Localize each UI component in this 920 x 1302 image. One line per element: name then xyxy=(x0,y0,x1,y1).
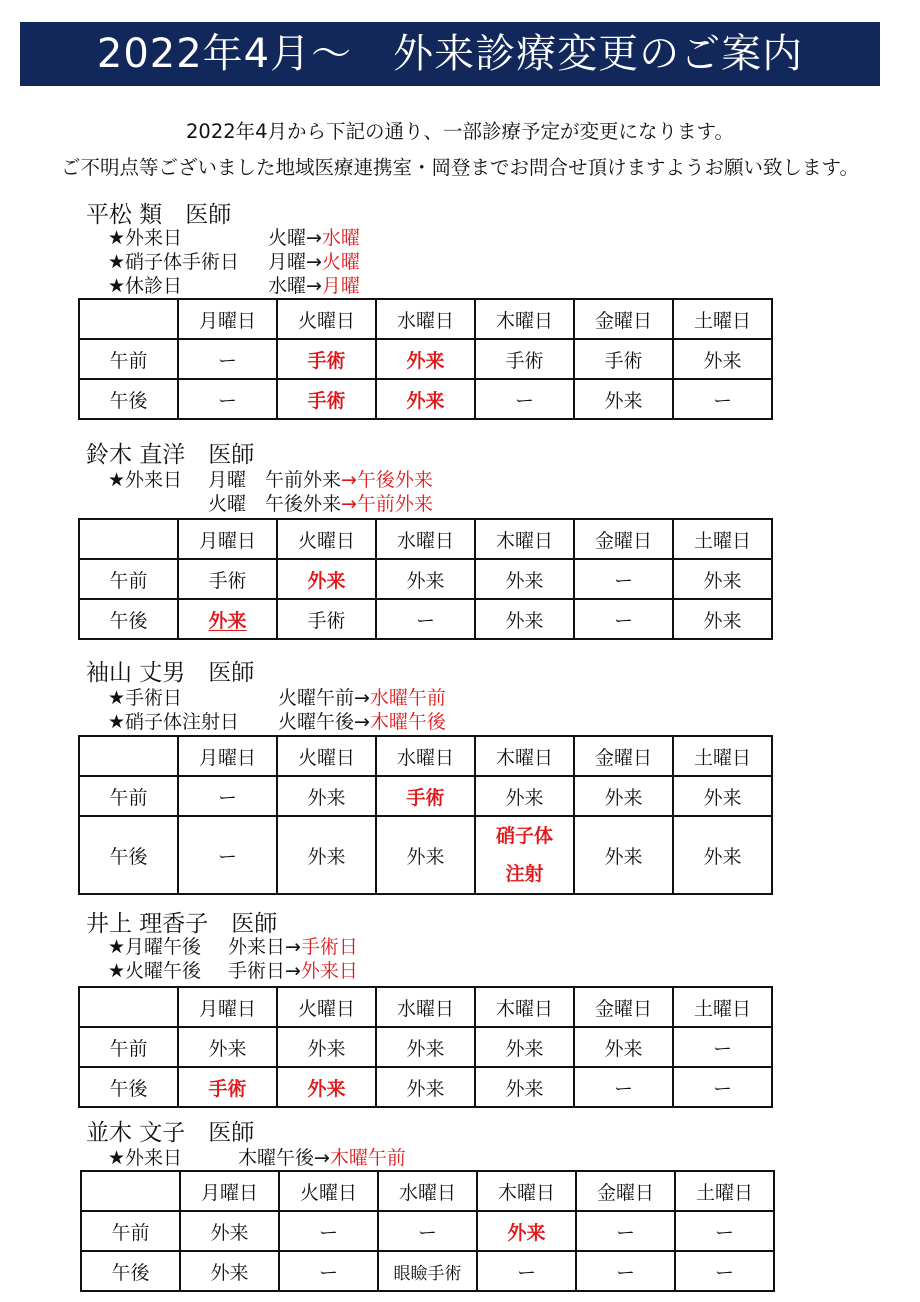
period-label: 午前 xyxy=(79,559,178,599)
table-row xyxy=(79,559,772,599)
day-header: 土曜日 xyxy=(673,736,772,776)
doctor-name: 平松 類 医師 xyxy=(86,202,232,228)
change-note xyxy=(108,710,446,734)
change-note-to: 外来日 xyxy=(300,960,358,982)
schedule-cell: 外来 xyxy=(574,816,673,894)
day-header: 金曜日 xyxy=(576,1171,675,1211)
schedule-table xyxy=(78,298,773,420)
schedule-cell: ー xyxy=(675,1211,774,1251)
doctor-name: 袖山 丈男 医師 xyxy=(86,660,255,686)
period-label: 午前 xyxy=(81,1211,180,1251)
schedule-cell: 外来 xyxy=(376,1067,475,1107)
change-note-label: ★硝子体手術日 xyxy=(108,251,240,273)
period-label: 午後 xyxy=(79,599,178,639)
day-header: 木曜日 xyxy=(475,736,574,776)
schedule-cell: 外来 xyxy=(477,1211,576,1251)
day-header: 水曜日 xyxy=(376,299,475,339)
schedule-cell: 手術 xyxy=(178,559,277,599)
schedule-cell: 外来 xyxy=(574,1027,673,1067)
schedule-table xyxy=(80,1170,775,1292)
schedule-cell: 外来 xyxy=(475,1027,574,1067)
day-header: 木曜日 xyxy=(475,519,574,559)
schedule-cell: 外来 xyxy=(574,776,673,816)
change-note-from: 火曜→ xyxy=(268,227,322,249)
change-note-label: ★外来日 xyxy=(108,227,183,249)
day-header: 土曜日 xyxy=(673,987,772,1027)
schedule-cell: 外来 xyxy=(673,559,772,599)
table-row xyxy=(79,339,772,379)
schedule-cell: 手術 xyxy=(277,339,376,379)
change-note-to: 手術日 xyxy=(300,936,358,958)
schedule-cell: ー xyxy=(279,1211,378,1251)
day-header: 月曜日 xyxy=(180,1171,279,1211)
schedule-cell: 眼瞼手術 xyxy=(378,1251,477,1291)
day-header: 火曜日 xyxy=(277,736,376,776)
change-note-to: 木曜午前 xyxy=(329,1147,406,1169)
day-header: 土曜日 xyxy=(673,299,772,339)
schedule-cell: ー xyxy=(574,599,673,639)
change-note-from: 木曜午後→ xyxy=(238,1147,330,1169)
schedule-cell: 外来 xyxy=(475,1067,574,1107)
schedule-cell: 外来 xyxy=(673,776,772,816)
schedule-cell: 外来 xyxy=(376,816,475,894)
schedule-cell: 硝子体 注射 xyxy=(475,816,574,894)
schedule-cell: 手術 xyxy=(475,339,574,379)
table-corner-cell xyxy=(79,987,178,1027)
schedule-cell: ー xyxy=(376,599,475,639)
day-header: 土曜日 xyxy=(675,1171,774,1211)
change-note xyxy=(108,468,433,492)
schedule-cell: 外来 xyxy=(178,599,277,639)
schedule-cell: 外来 xyxy=(376,339,475,379)
change-note-to: →午後外来 xyxy=(341,469,433,491)
change-note-to: 水曜 xyxy=(321,227,360,249)
table-header-row xyxy=(79,299,772,339)
day-header: 火曜日 xyxy=(277,519,376,559)
table-row xyxy=(79,816,772,894)
schedule-table xyxy=(78,518,773,640)
day-header: 木曜日 xyxy=(475,987,574,1027)
schedule-cell: ー xyxy=(378,1211,477,1251)
table-row xyxy=(81,1211,774,1251)
day-header: 水曜日 xyxy=(378,1171,477,1211)
change-note-to: 火曜 xyxy=(321,251,360,273)
schedule-cell: 外来 xyxy=(180,1251,279,1291)
schedule-cell: ー xyxy=(279,1251,378,1291)
day-header: 水曜日 xyxy=(376,736,475,776)
table-corner-cell xyxy=(81,1171,180,1211)
table-row xyxy=(79,379,772,419)
schedule-cell: ー xyxy=(178,379,277,419)
change-note-to: →午前外来 xyxy=(341,493,433,515)
period-label: 午後 xyxy=(81,1251,180,1291)
doctor-name: 井上 理香子 医師 xyxy=(86,911,278,937)
schedule-cell: ー xyxy=(178,339,277,379)
change-note-from: 水曜→ xyxy=(268,275,322,297)
day-header: 金曜日 xyxy=(574,519,673,559)
day-header: 金曜日 xyxy=(574,987,673,1027)
schedule-cell: 外来 xyxy=(673,339,772,379)
table-header-row xyxy=(79,987,772,1027)
change-note-from: 火曜午後→ xyxy=(278,711,370,733)
change-note-to: 水曜午前 xyxy=(369,687,446,709)
schedule-cell: 外来 xyxy=(475,599,574,639)
table-row xyxy=(79,776,772,816)
schedule-table xyxy=(78,986,773,1108)
doctor-name: 並木 文子 医師 xyxy=(86,1120,255,1146)
day-header: 火曜日 xyxy=(277,299,376,339)
schedule-cell: ー xyxy=(673,379,772,419)
schedule-cell: 外来 xyxy=(475,776,574,816)
day-header: 水曜日 xyxy=(376,519,475,559)
doctor-name: 鈴木 直洋 医師 xyxy=(86,442,255,468)
change-note-from: 手術日→ xyxy=(228,960,301,982)
schedule-cell: 手術 xyxy=(574,339,673,379)
table-header-row xyxy=(79,519,772,559)
table-row xyxy=(79,1027,772,1067)
period-label: 午前 xyxy=(79,339,178,379)
schedule-cell: ー xyxy=(477,1251,576,1291)
schedule-cell: ー xyxy=(673,1027,772,1067)
change-note-from: 外来日→ xyxy=(228,936,301,958)
table-row xyxy=(81,1251,774,1291)
day-header: 火曜日 xyxy=(279,1171,378,1211)
table-row xyxy=(79,599,772,639)
day-header: 月曜日 xyxy=(178,519,277,559)
schedule-cell: ー xyxy=(475,379,574,419)
change-note-from: 火曜 午後外来 xyxy=(208,493,342,515)
schedule-cell: 外来 xyxy=(180,1211,279,1251)
schedule-cell: 手術 xyxy=(277,379,376,419)
change-note xyxy=(108,250,360,274)
table-corner-cell xyxy=(79,299,178,339)
day-header: 月曜日 xyxy=(178,736,277,776)
change-note-label: ★硝子体注射日 xyxy=(108,711,240,733)
change-note-from: 火曜午前→ xyxy=(278,687,370,709)
schedule-cell: 外来 xyxy=(376,559,475,599)
period-label: 午後 xyxy=(79,816,178,894)
change-note xyxy=(108,492,433,516)
page-title: 2022年4月～ 外来診療変更のご案内 xyxy=(20,22,880,86)
day-header: 月曜日 xyxy=(178,987,277,1027)
period-label: 午後 xyxy=(79,1067,178,1107)
change-note xyxy=(108,935,358,959)
change-note xyxy=(108,686,446,710)
table-corner-cell xyxy=(79,736,178,776)
intro-line-2: ご不明点等ございました地域医療連携室・岡登までお問合せ頂けますようお願い致します。 xyxy=(61,156,859,179)
change-note xyxy=(108,274,360,298)
change-note-from: 月曜→ xyxy=(268,251,322,273)
schedule-cell: ー xyxy=(574,559,673,599)
change-note-label: ★火曜午後 xyxy=(108,960,202,982)
schedule-table xyxy=(78,735,773,895)
schedule-cell: 外来 xyxy=(574,379,673,419)
schedule-cell: 外来 xyxy=(277,559,376,599)
table-header-row xyxy=(81,1171,774,1211)
schedule-cell: ー xyxy=(178,816,277,894)
schedule-cell: 外来 xyxy=(673,599,772,639)
schedule-cell: ー xyxy=(673,1067,772,1107)
schedule-cell: ー xyxy=(178,776,277,816)
day-header: 火曜日 xyxy=(277,987,376,1027)
schedule-cell: 外来 xyxy=(277,776,376,816)
table-corner-cell xyxy=(79,519,178,559)
period-label: 午前 xyxy=(79,776,178,816)
day-header: 木曜日 xyxy=(475,299,574,339)
table-row xyxy=(79,1067,772,1107)
schedule-cell: ー xyxy=(576,1251,675,1291)
period-label: 午前 xyxy=(79,1027,178,1067)
schedule-cell: 手術 xyxy=(277,599,376,639)
table-header-row xyxy=(79,736,772,776)
schedule-cell: 外来 xyxy=(178,1027,277,1067)
schedule-cell: 外来 xyxy=(277,1027,376,1067)
schedule-cell: 手術 xyxy=(376,776,475,816)
day-header: 土曜日 xyxy=(673,519,772,559)
change-note-to: 木曜午後 xyxy=(369,711,446,733)
change-note-label: ★休診日 xyxy=(108,275,183,297)
change-note xyxy=(108,1146,406,1170)
day-header: 木曜日 xyxy=(477,1171,576,1211)
change-note-label: ★月曜午後 xyxy=(108,936,202,958)
change-note-from: 月曜 午前外来 xyxy=(208,469,342,491)
schedule-cell: 外来 xyxy=(277,816,376,894)
day-header: 金曜日 xyxy=(574,299,673,339)
day-header: 水曜日 xyxy=(376,987,475,1027)
schedule-cell: 外来 xyxy=(673,816,772,894)
period-label: 午後 xyxy=(79,379,178,419)
schedule-cell: ー xyxy=(576,1211,675,1251)
change-note-to: 月曜 xyxy=(321,275,360,297)
schedule-cell: ー xyxy=(574,1067,673,1107)
change-note-label: ★手術日 xyxy=(108,687,183,709)
change-note xyxy=(108,226,360,250)
change-note-label: ★外来日 xyxy=(108,1147,183,1169)
schedule-cell: 外来 xyxy=(376,379,475,419)
change-note xyxy=(108,959,358,983)
intro-line-1: 2022年4月から下記の通り、一部診療予定が変更になります。 xyxy=(186,120,734,143)
schedule-cell: 外来 xyxy=(277,1067,376,1107)
schedule-cell: ー xyxy=(675,1251,774,1291)
day-header: 月曜日 xyxy=(178,299,277,339)
schedule-cell: 外来 xyxy=(475,559,574,599)
schedule-cell: 外来 xyxy=(376,1027,475,1067)
schedule-cell: 手術 xyxy=(178,1067,277,1107)
day-header: 金曜日 xyxy=(574,736,673,776)
change-note-label: ★外来日 xyxy=(108,469,183,491)
